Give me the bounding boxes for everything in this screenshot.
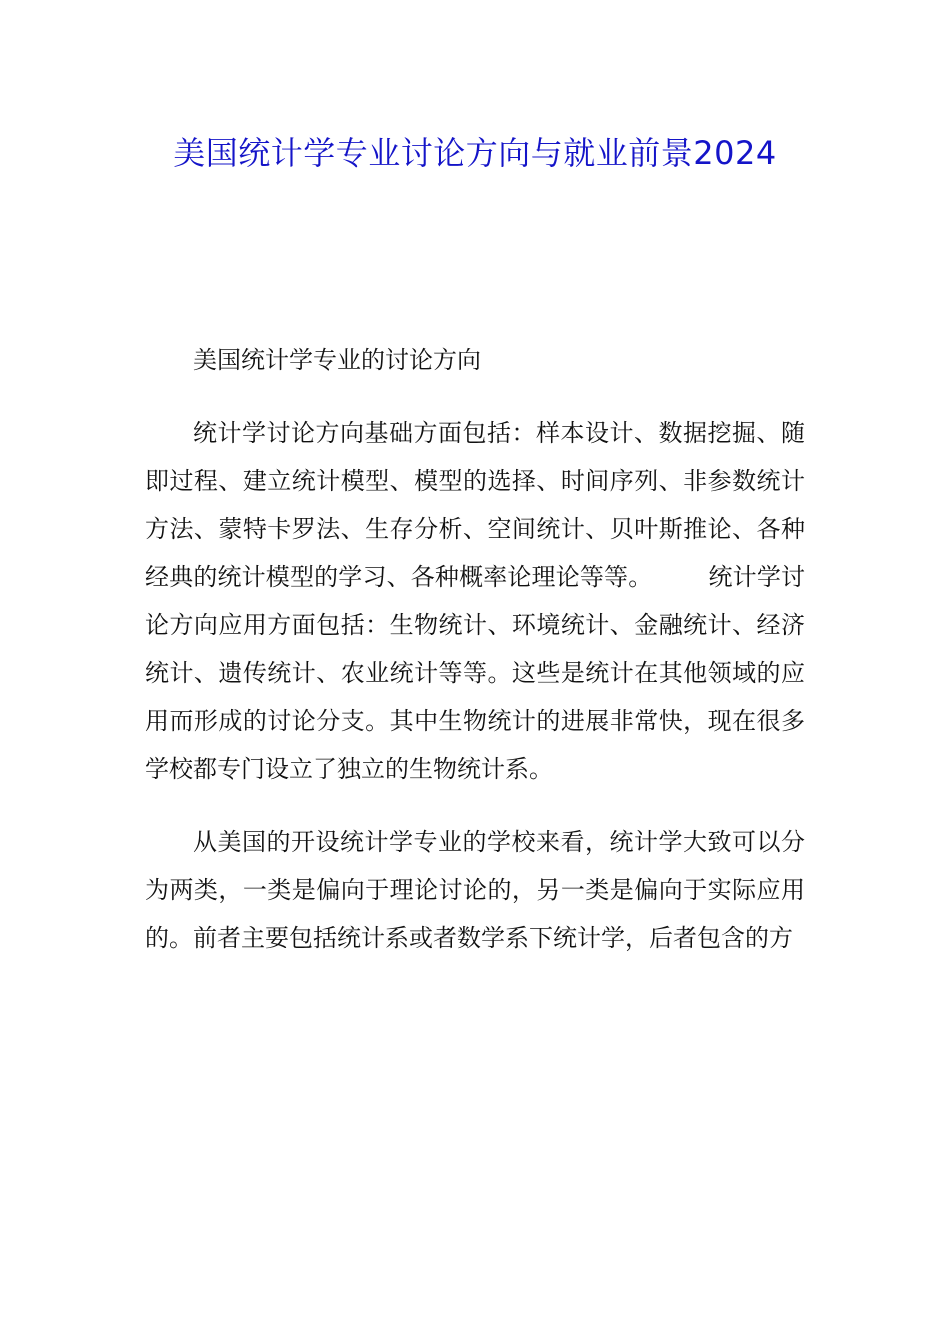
- paragraph-school-categories: 从美国的开设统计学专业的学校来看，统计学大致可以分为两类，一类是偏向于理论讨论的，另一类是偏向于实际应用的。前者主要包括统计系或者数学系下统计学，后者包含的方: [145, 828, 805, 952]
- paragraph-applications-text: 统计学讨论方向应用方面包括：生物统计、环境统计、金融统计、经济统计、遗传统计、农业统计等等。这些是统计在其他领域的应用而形成的讨论分支。其中生物统计的进展非常快，现在很多学校都专门设立了独立的生物统计系。: [145, 563, 805, 783]
- document-body: [145, 336, 805, 962]
- document-title: 美国统计学专业讨论方向与就业前景2024: [173, 134, 777, 172]
- paragraph-research-directions: [145, 409, 805, 793]
- section-heading: 美国统计学专业的讨论方向: [193, 346, 481, 374]
- paragraph-foundations-text: 统计学讨论方向基础方面包括：样本设计、数据挖掘、随即过程、建立统计模型、模型的选择、时间序列、非参数统计方法、蒙特卡罗法、生存分析、空间统计、贝叶斯推论、各种经典的统计模型的学习、各种概率论理论等等。: [145, 419, 805, 591]
